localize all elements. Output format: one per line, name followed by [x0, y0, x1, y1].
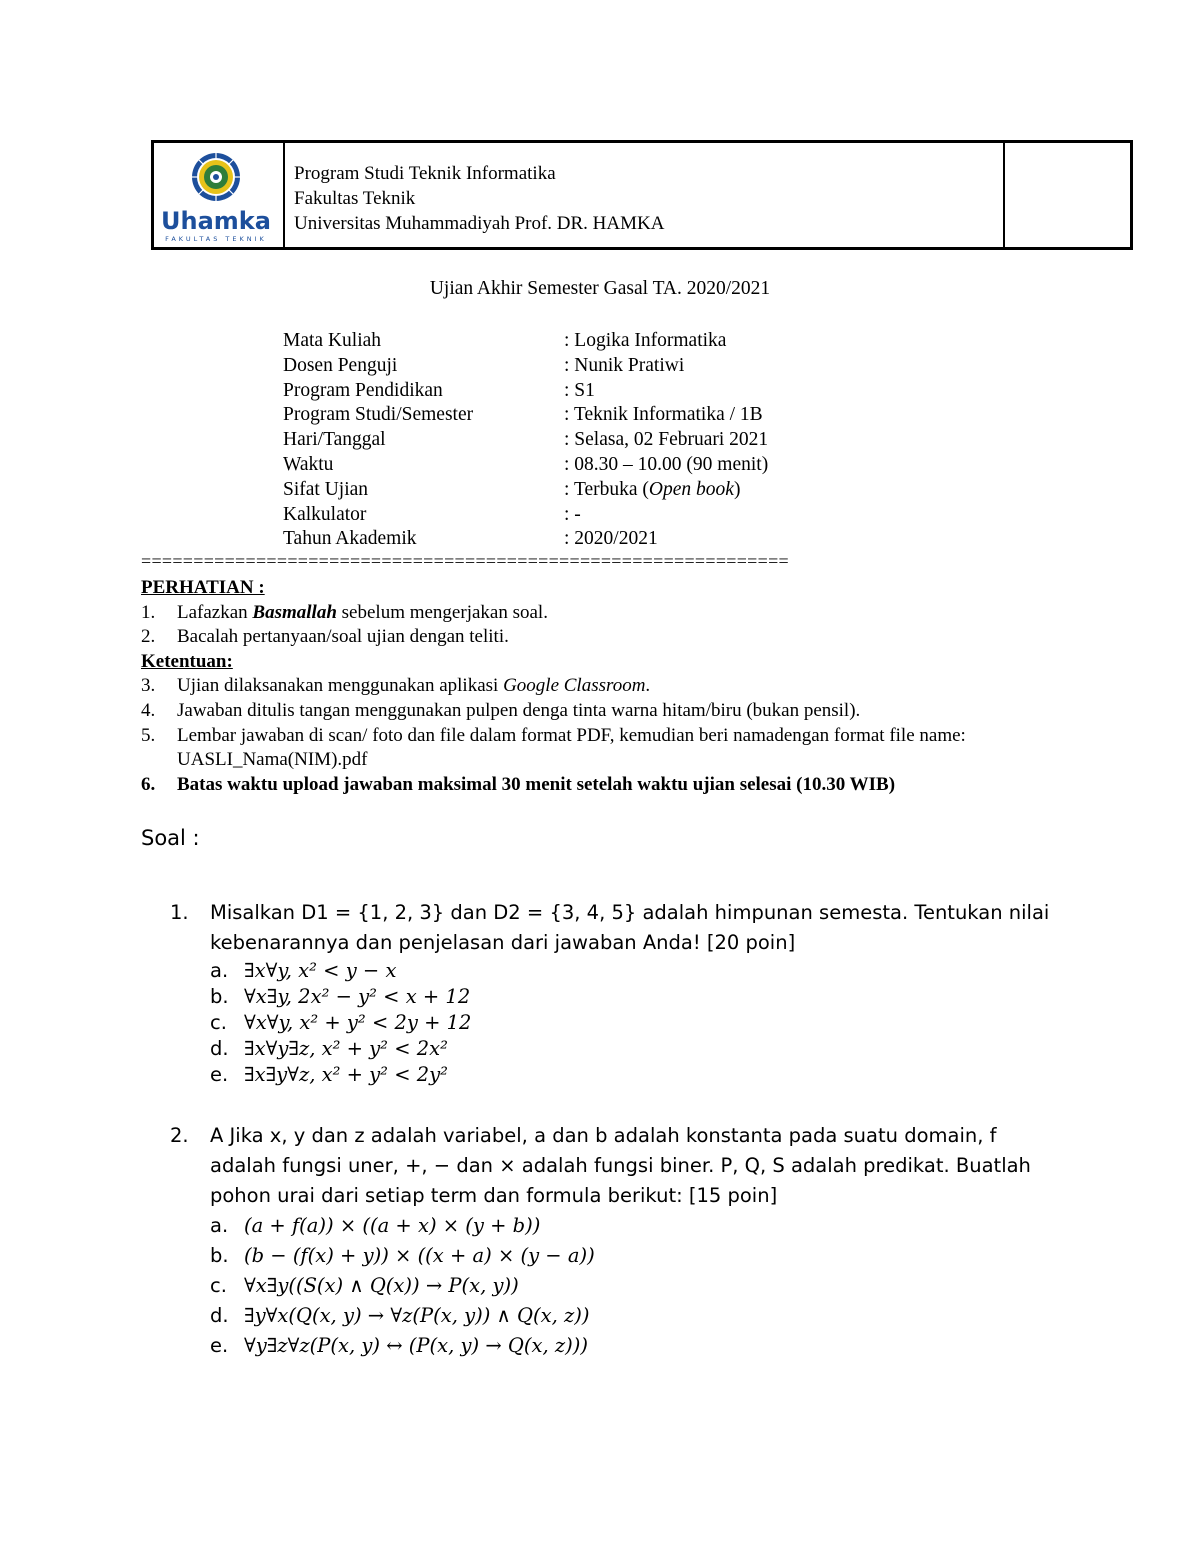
header-text-cell	[285, 143, 1005, 247]
perhatian-heading: PERHATIAN :	[141, 577, 265, 598]
header-line-program: Program Studi Teknik Informatika	[294, 163, 556, 184]
info-row	[283, 478, 768, 503]
rule-item: 2. Bacalah pertanyaan/soal ujian dengan teliti.	[141, 626, 509, 648]
rule-item: 1. Lafazkan Basmallah sebelum mengerjakan soal.	[141, 601, 548, 623]
rule-item: 3. Ujian dilaksanakan menggunakan aplikasi Google Classroom.	[141, 675, 651, 697]
info-label: Program Studi/Semester	[283, 404, 474, 426]
sub-question: d. ∃y∀x(Q(x, y) → ∀z(P(x, y)) ∧ Q(x, z))	[210, 1304, 590, 1327]
info-row	[283, 527, 768, 552]
info-row	[283, 329, 768, 354]
exam-info	[283, 329, 768, 552]
header-line-university: Universitas Muhammadiyah Prof. DR. HAMKA	[294, 213, 665, 234]
info-value: : Teknik Informatika / 1B	[564, 404, 763, 426]
question-text: Misalkan D1 = {1, 2, 3} dan D2 = {3, 4, 5} adalah himpunan semesta. Tentukan nilai kebenarannya dan penjelasan dari jawaban Anda! [20 poin]	[210, 901, 1050, 954]
question-number: 1.	[170, 901, 189, 924]
info-row	[283, 453, 768, 478]
sub-question: c. ∀x∃y((S(x) ∧ Q(x)) → P(x, y))	[210, 1274, 519, 1297]
logo-cell	[154, 143, 285, 247]
info-label: Kalkulator	[283, 503, 367, 525]
info-value: : 2020/2021	[564, 528, 658, 550]
question-2	[170, 1121, 1050, 1361]
header-line-faculty: Fakultas Teknik	[294, 188, 416, 209]
info-row	[283, 403, 768, 428]
info-value: : Logika Informatika	[564, 330, 727, 351]
info-label: Tahun Akademik	[283, 528, 417, 550]
rule-item: 6. Batas waktu upload jawaban maksimal 30 menit setelah waktu ujian selesai (10.30 WIB)	[141, 773, 896, 795]
sub-question: d. ∃x∀y∃z, x² + y² < 2x²	[210, 1037, 448, 1060]
exam-title: Ujian Akhir Semester Gasal TA. 2020/2021	[429, 278, 771, 299]
info-value: : 08.30 – 10.00 (90 menit)	[564, 453, 769, 475]
sub-question: e. ∃x∃y∀z, x² + y² < 2y²	[210, 1063, 448, 1086]
info-value: : -	[564, 503, 581, 525]
info-value: : S1	[564, 379, 595, 401]
uhamka-logo	[154, 143, 280, 247]
info-value: : Terbuka (Open book)	[564, 478, 741, 500]
sub-question: e. ∀y∃z∀z(P(x, y) ↔ (P(x, y) → Q(x, z)))	[210, 1334, 588, 1357]
info-row	[283, 379, 768, 404]
header-empty-cell	[1005, 143, 1130, 247]
info-label: Waktu	[283, 453, 334, 475]
header-table	[151, 140, 1133, 250]
rules-section	[141, 576, 1081, 797]
info-value: : Selasa, 02 Februari 2021	[564, 429, 769, 451]
info-label: Dosen Penguji	[283, 354, 398, 376]
info-label: Mata Kuliah	[283, 330, 382, 351]
question-1	[170, 898, 1050, 1088]
info-label: Hari/Tanggal	[283, 429, 386, 451]
rule-item: 5. Lembar jawaban di scan/ foto dan file dalam format PDF, kemudian beri namadengan format file name: UASLI_Nama(NIM).pdf	[141, 724, 966, 771]
sub-question: b. (b − (f(x) + y)) × ((x + a) × (y − a))	[210, 1244, 595, 1267]
logo-subtext: FAKULTAS TEKNIK	[165, 235, 267, 243]
sub-question: a. (a + f(a)) × ((a + x) × (y + b))	[210, 1214, 541, 1237]
separator-line: ==============================================================	[141, 551, 789, 571]
question-text: A Jika x, y dan z adalah variabel, a dan b adalah konstanta pada suatu domain, f adalah fungsi uner, +, − dan × adalah fungsi biner. P, Q, S adalah predikat. Buatlah pohon urai dari setiap term dan formula berikut: [15 poin]	[210, 1124, 1031, 1207]
info-value: : Nunik Pratiwi	[564, 354, 685, 376]
info-row	[283, 428, 768, 453]
emblem-icon	[192, 153, 240, 201]
ketentuan-heading: Ketentuan:	[141, 650, 233, 672]
sub-question: c. ∀x∀y, x² + y² < 2y + 12	[210, 1011, 472, 1034]
question-number: 2.	[170, 1124, 189, 1147]
info-row	[283, 354, 768, 379]
logo-wordmark: Uhamka	[161, 207, 271, 235]
soal-heading: Soal :	[141, 826, 200, 850]
info-label: Program Pendidikan	[283, 379, 443, 401]
info-label: Sifat Ujian	[283, 478, 369, 500]
sub-question: a. ∃x∀y, x² < y − x	[210, 959, 397, 982]
rule-item: 4. Jawaban ditulis tangan menggunakan pulpen denga tinta warna hitam/biru (bukan pensil).	[141, 699, 861, 721]
info-row	[283, 503, 768, 528]
sub-question: b. ∀x∃y, 2x² − y² < x + 12	[210, 985, 471, 1008]
